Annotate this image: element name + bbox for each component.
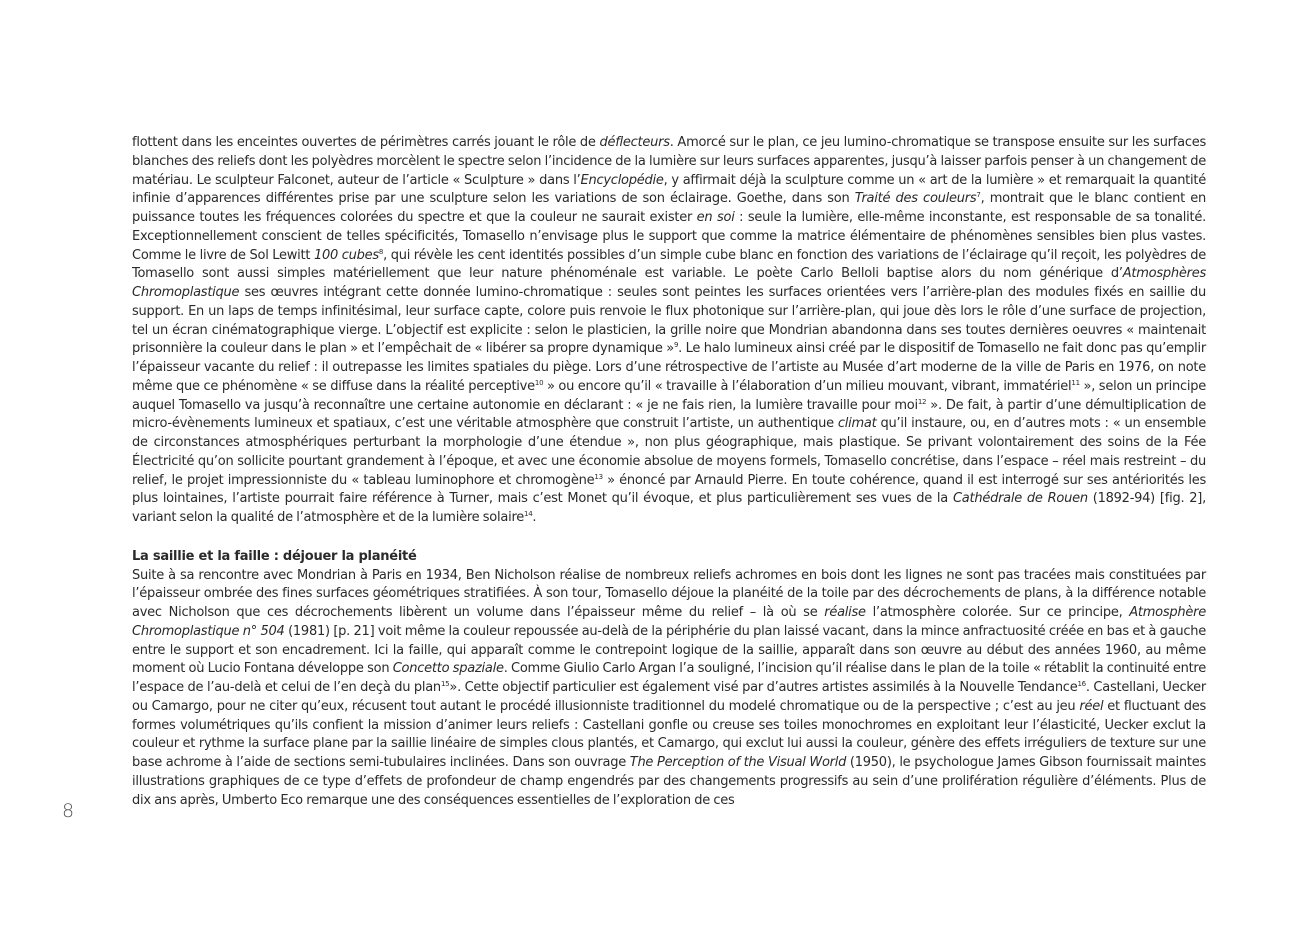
footnote-ref: 16 <box>1077 680 1086 688</box>
italic-span: réel <box>1079 698 1104 714</box>
text-run: (1981) [p. 21] voit même la couleur repoussée au-delà de la périphérie du plan laissé vacant, dans la mince anfractuosité créée en bas et à gauche entre le support et son encadrement. Ici la faille, qui apparaît comme le contrepoint logique de la saillie, apparaît dans son œuvre au début des années 1960, au même moment où Lucio Fontana développe son <box>132 623 1206 677</box>
italic-span: 100 cubes <box>313 247 379 263</box>
text-run: , y affirmait déjà la sculpture comme un « art de la lumière » et remarquait la quantité infinie d’apparences différentes prise par une sculpture selon les variations de son éclairage. Goethe, dans son <box>132 172 1206 207</box>
italic-span: réalise <box>824 605 866 620</box>
text-run: qu’il instaure, ou, en d’autres mots : « un ensemble de circonstances atmosphériques perturbant la morphologie d’une étendue », non plus géographique, mais plastique. Se privant volontairement des soins de la Fée Électricité qu’on sollicite pourtant grandement à l’époque, et avec une économie absolue de moyens formels, Tomasello concrétise, dans l’espace – réel mais restreint – du relief, le projet impressionniste du « tableau luminophore et chromogène <box>132 416 1207 488</box>
text-column <box>132 134 1206 810</box>
text-run: . Castellani, Uecker ou Camargo, pour ne citer qu’eux, récusent tout autant le procédé illusionniste traditionnel du modelé chromatique ou de la perspective ; c’est au jeu <box>132 680 1207 714</box>
italic-span: en soi <box>696 210 735 225</box>
text-run: » ou encore qu’il « travaille à l’élaboration d’un milieu mouvant, vibrant, immatériel <box>543 378 1072 394</box>
text-run: . Comme Giulio Carlo Argan l’a souligné, l’incision qu’il réalise dans le plan de la toile « rétablit la continuité entre l’espace de l’au-delà et celui de l’en deçà du plan <box>132 661 1206 695</box>
footnote-ref: 15 <box>440 680 450 688</box>
text-run: ». Cette objectif particulier est également visé par d’autres artistes assimilés à la Nouvelle Tendance <box>449 680 1078 695</box>
italic-span: climat <box>837 416 877 432</box>
text-run: ses œuvres intégrant cette donnée lumino-chromatique : seules sont peintes les surfaces orientées vers l’arrière-plan des modules fixés en saillie du support. En un laps de temps infinitésimal, leur surface capte, colore puis renvoie le flux photonique sur l’arrière-plan, qui joue dès lors le rôle d’une surface de projection, tel un écran cinématographique vierge. L’objectif est explicite : selon le plasticien, la grille noire que Mondrian abandonna dans ses toutes dernières oeuvres « maintenait prisonnière la couleur dans le plan » et l’empêchait de « libérer sa propre dynamique » <box>132 285 1206 357</box>
text-run: : seule la lumière, elle-même inconstante, est responsable de sa tonalité. Exceptionnellement conscient de telles spécificités, Tomasello n’envisage plus le support que comme la matrice élémentaire de phénomènes sensibles bien plus vastes. Comme le livre de Sol Lewitt <box>132 210 1206 263</box>
italic-span: Atmosphère Chromoplastique n° 504 <box>132 605 1206 639</box>
text-run: (1892-94) [fig. 2], variant selon la qualité de l’atmosphère et de la lumière solaire <box>132 491 1206 525</box>
italic-span: Concetto spaziale <box>392 661 504 677</box>
text-run: », selon un principe auquel Tomasello va jusqu’à reconnaître une certaine autonomie en déclarant : « je ne fais rien, la lumière travaille pour moi <box>132 378 1206 413</box>
text-run: , qui révèle les cent identités possibles d’un simple cube blanc en fonction des variations de l’éclairage qu’il reçoit, les polyèdres de Tomasello sont aussi simples matériellement que leur nature phénoménale est variable. Le poète Carlo Belloli baptise alors du nom générique d’ <box>132 247 1206 282</box>
section-heading: La saillie et la faille : déjouer la planéité <box>132 548 417 564</box>
text-run: . Le halo lumineux ainsi créé par le dispositif de Tomasello ne fait donc pas qu’emplir l’épaisseur vacante du relief : il outrepasse les limites spatiales du piège. Lors d’une rétrospective de l’artiste au Musée d’art moderne de la ville de Paris en 1976, on note même que ce phénomène « se diffuse dans la réalité perceptive <box>132 341 1206 394</box>
footnote-ref: 14 <box>524 510 533 518</box>
page-number: 8 <box>62 800 75 822</box>
footnote-ref: 7 <box>976 191 981 200</box>
italic-span: Cathédrale de Rouen <box>952 491 1088 507</box>
text-run: . Amorcé sur le plan, ce jeu lumino-chromatique se transpose ensuite sur les surfaces blanches des reliefs dont les polyèdres morcèlent le spectre selon l’incidence de la lumière sur leurs surfaces apparentes, jusqu’à laisser parfois penser à un changement de matériau. Le sculpteur Falconet, auteur de l’article « Sculpture » dans l’ <box>132 135 1206 188</box>
italic-span: Traité des couleurs <box>854 191 977 207</box>
italic-span: Atmosphères Chromoplastique <box>132 266 1206 300</box>
footnote-ref: 9 <box>673 341 679 350</box>
text-run: . <box>532 510 537 525</box>
italic-span: déflecteurs <box>599 135 670 150</box>
footnote-ref: 13 <box>594 472 603 481</box>
text-run: Suite à sa rencontre avec Mondrian à Paris en 1934, Ben Nicholson réalise de nombreux reliefs achromes en bois dont les lignes ne sont pas tracées mais constituées par l’épaisseur ombrée des fines surfaces géométriques stratifiées. À son tour, Tomasello déjoue la planéité de la toile par des décrochements de plans, à la différence notable avec Nicholson que ces décrochements libèrent un volume dans l’épaisseur même du relief – là où se <box>132 567 1206 620</box>
footnote-ref: 12 <box>917 397 927 406</box>
text-run: » énoncé par Arnauld Pierre. En toute cohérence, quand il est interrogé sur ses antériorités les plus lointaines, l’artiste pourrait faire référence à Turner, mais c’est Monet qu’il évoque, et plus particulièrement ses vues de la <box>132 472 1206 507</box>
text-run: , montrait que le blanc contient en puissance toutes les fréquences colorées du spectre et que la couleur ne saurait exister <box>132 191 1206 225</box>
text-run: l’atmosphère colorée. Sur ce principe, <box>865 605 1130 620</box>
text-run: et fluctuant des formes volumétriques qu’ils confient la mission d’animer leurs reliefs : Castellani gonfle ou creuse ses toiles monochromes en exploitant leur l’élasticité, Uecker exclut la couleur et rythme la surface plane par la saillie linéaire de simples clous plantés, et Camargo, qui exclut lui aussi la couleur, génère des effets irréguliers de texture sur une base achrome à l’aide de sections semi-tubulaires inclinées. Dans son ouvrage <box>132 698 1206 770</box>
text-run: flottent dans les enceintes ouvertes de périmètres carrés jouant le rôle de <box>132 135 600 150</box>
italic-span: Encyclopédie <box>580 172 664 188</box>
italic-span: The Perception of the Visual World <box>629 755 847 770</box>
footnote-ref: 8 <box>378 247 384 256</box>
text-run: ». De fait, à partir d’une démultiplication de micro-évènements lumineux et spatiaux, c’est une véritable atmosphère que construit l’artiste, un authentique <box>132 397 1206 432</box>
text-run: (1950), le psychologue James Gibson fournissait maintes illustrations graphiques de ce type d’effets de profondeur de champ engendrés par des changements progressifs au sein d’une prolifération régulière d’éléments. Plus de dix ans après, Umberto Eco remarque une des conséquences essentielles de l’exploration de ces <box>132 755 1206 808</box>
footnote-ref: 10 <box>534 378 544 387</box>
body-paragraph-1 <box>132 134 1206 528</box>
body-paragraph-2 <box>132 567 1206 811</box>
footnote-ref: 11 <box>1071 378 1080 387</box>
